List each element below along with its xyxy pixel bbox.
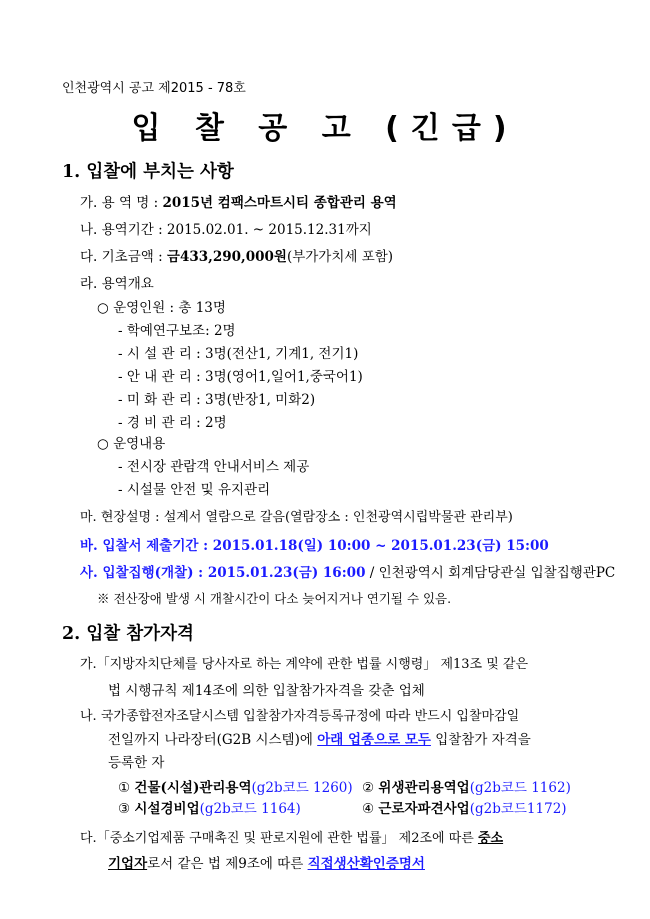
qual-na-line [108, 731, 531, 749]
category-item [118, 800, 301, 818]
sa-location: / 인천광역시 회계담당관실 입찰집행관PC [365, 565, 616, 581]
na-text: 전일까지 나라장터(G2B 시스템)에 [108, 732, 318, 748]
qual-da-line [80, 830, 503, 848]
qual-na-line: 나. 국가종합전자조달시스템 입찰참가자격등록규정에 따라 반드시 입찰마감일 [80, 709, 520, 724]
staff-item: - 시 설 관 리 : 3명(전산1, 기계1, 전기1) [118, 346, 359, 362]
qual-na-line: 등록한 자 [108, 755, 165, 771]
item-da-base-amount [80, 248, 393, 266]
staff-item: - 미 화 관 리 : 3명(반장1, 미화2) [118, 392, 316, 408]
item-na-period: 나. 용역기간 : 2015.02.01. ~ 2015.12.31까지 [80, 222, 372, 238]
section2-heading: 2. 입찰 참가자격 [62, 624, 194, 644]
staff-item: - 안 내 관 리 : 3명(영어1,일어1,중국어1) [118, 369, 363, 385]
category-number: ④ [362, 801, 375, 817]
category-code: (g2b코드1172) [469, 801, 567, 817]
item-ma-site-briefing: 마. 현장설명 : 설계서 열람으로 갈음(열람장소 : 인천광역시립박물관 관리부) [80, 510, 513, 525]
section1-heading: 1. 입찰에 부치는 사항 [62, 162, 234, 182]
qual-ga-line: 법 시행규칙 제14조에 의한 입찰참가자격을 갖춘 업체 [108, 683, 425, 699]
system-failure-note: ※ 전산장애 발생 시 개찰시간이 다소 늦어지거나 연기될 수 있음. [97, 591, 452, 606]
ops-header: ○ 운영내용 [97, 436, 166, 452]
da-link: 직접생산확인증명서 [307, 856, 425, 872]
category-item [362, 800, 567, 818]
category-name: 시설경비업 [134, 801, 200, 817]
category-item [118, 779, 353, 797]
notice-number: 인천광역시 공고 제2015 - 78호 [62, 81, 246, 96]
category-code: (g2b코드 1162) [469, 780, 571, 796]
na-text: 입찰참가 자격을 [430, 732, 531, 748]
category-name: 근로자파견사업 [378, 801, 470, 817]
category-name: 위생관리용역업 [378, 780, 470, 796]
da-emphasis: 기업자 [108, 856, 148, 872]
category-number: ① [118, 780, 131, 796]
sa-opening-time: 사. 입찰집행(개찰) : 2015.01.23(금) 16:00 [80, 565, 366, 581]
item-ba-submission-period: 바. 입찰서 제출기간 : 2015.01.18(일) 10:00 ~ 2015.01.23(금) 15:00 [80, 538, 549, 554]
staff-header: ○ 운영인원 : 총 13명 [97, 300, 226, 316]
document-title: 입 찰 공 고 (긴급) [131, 111, 519, 146]
item-ga-service-name [80, 194, 397, 212]
da-emphasis: 중소 [477, 831, 504, 846]
da-text: 다.「중소기업제품 구매촉진 및 판로지원에 관한 법률」 제2조에 따른 [80, 831, 478, 846]
qual-da-line [108, 855, 425, 873]
item-sa-bid-opening [80, 564, 615, 582]
ops-item: - 전시장 관람객 안내서비스 제공 [118, 459, 310, 475]
item-ra-overview: 라. 용역개요 [80, 276, 154, 292]
da-suffix: (부가가치세 포함) [286, 249, 394, 265]
category-item [362, 779, 571, 797]
da-amount: 금433,290,000원 [166, 249, 287, 265]
staff-item: - 학예연구보조: 2명 [118, 323, 236, 339]
ga-value: 2015년 컴팩스마트시티 종합관리 용역 [162, 195, 397, 211]
da-text: 로서 같은 법 제9조에 따른 [147, 856, 308, 872]
qual-ga-line: 가.「지방자치단체를 당사자로 하는 계약에 관한 법률 시행령」 제13조 및 같은 [80, 657, 529, 672]
staff-item: - 경 비 관 리 : 2명 [118, 415, 227, 431]
ga-label: 가. 용 역 명 : [80, 195, 163, 211]
category-code: (g2b코드 1260) [251, 780, 353, 796]
category-number: ③ [118, 801, 131, 817]
category-name: 건물(시설)관리용역 [134, 780, 252, 796]
da-label: 다. 기초금액 : [80, 249, 167, 265]
ops-item: - 시설물 안전 및 유지관리 [118, 482, 271, 498]
category-code: (g2b코드 1164) [199, 801, 301, 817]
category-number: ② [362, 780, 375, 796]
na-emphasis: 아래 업종으로 모두 [317, 732, 431, 748]
